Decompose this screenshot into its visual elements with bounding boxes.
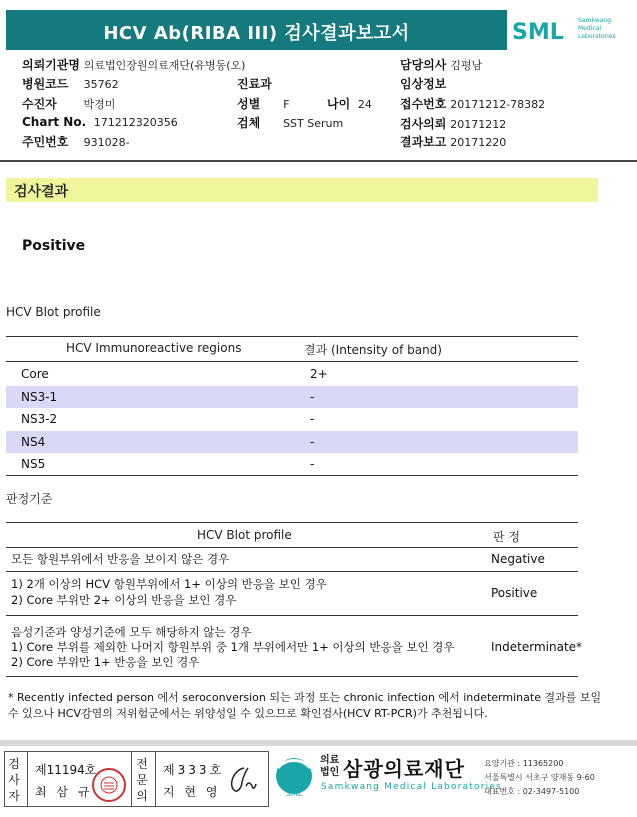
info-age: 나이 24: [327, 97, 372, 111]
org-phone: 대표번호 : 02-3497-5100: [484, 787, 580, 796]
criteria-col-judgement: 판 정: [493, 530, 520, 544]
info-request-date: 검사의뢰 20171212: [400, 117, 507, 131]
info-accession-no: 접수번호 20171212-78382: [400, 97, 546, 111]
signature-icon: [222, 760, 262, 800]
tester-label: 검사자: [8, 757, 20, 803]
criteria-row-rule: [6, 615, 578, 616]
header-divider: [0, 160, 637, 162]
info-hospital-code: 병원코드 35762: [22, 77, 119, 91]
info-patient-name: 수진자 박경미: [22, 97, 116, 111]
blot-profile-label: HCV Blot profile: [6, 305, 101, 319]
blot-region: NS5: [21, 457, 46, 471]
signature-divider: [131, 752, 132, 806]
info-doctor: 담당의사 김평남: [400, 58, 483, 72]
criteria-top-rule: [6, 522, 578, 523]
criteria-negative-judgement: Negative: [491, 552, 545, 566]
info-specimen: 검체 SST Serum: [237, 116, 344, 130]
blot-row-ns4: [6, 431, 578, 453]
org-institution-code: 요양기관 : 11365200: [484, 759, 564, 768]
blot-col-regions: HCV Immunoreactive regions: [66, 341, 242, 355]
blot-region: Core: [21, 367, 49, 381]
org-address: 서울특별시 서초구 양재동 9-60: [484, 773, 595, 782]
svg-text:SML: SML: [285, 789, 303, 798]
blot-row-core: [6, 363, 578, 385]
sml-footer-logo-icon: [272, 754, 316, 800]
info-clinical: 임상정보: [400, 77, 447, 91]
criteria-positive-judgement: Positive: [491, 586, 538, 600]
info-sex: 성별 F: [237, 97, 290, 111]
blot-result: -: [310, 457, 315, 471]
specialist-license: 제333호: [163, 763, 225, 777]
info-institution: 의뢰기관명 의료법인장원의료재단(유병동(오): [22, 58, 246, 72]
criteria-positive-text-2: 2) Core 부위만 2+ 이상의 반응을 보인 경우: [11, 593, 237, 607]
criteria-label: 판정기준: [6, 492, 53, 506]
sml-logo: [512, 14, 637, 50]
blot-table-top-rule: [6, 336, 578, 337]
blot-result: -: [310, 390, 315, 404]
criteria-indeterminate-text-1: 음성기준과 양성기준에 모두 해당하지 않는 경우: [11, 625, 252, 639]
sml-logo-mark: SML: [512, 20, 564, 45]
criteria-indeterminate-judgement: Indeterminate*: [491, 640, 583, 654]
blot-region: NS4: [21, 435, 46, 449]
criteria-header-rule: [6, 547, 578, 548]
criteria-bottom-rule: [6, 676, 578, 677]
sml-logo-text: Samkwang Medical Laboratories: [578, 17, 616, 40]
org-name-english: Samkwang Medical Laboratories: [321, 782, 502, 792]
criteria-negative-text: 모든 항원부위에서 반응을 보이지 않은 경우: [11, 552, 230, 566]
signature-divider: [155, 752, 156, 806]
info-resident-no: 주민번호 931028-: [22, 135, 130, 149]
criteria-row-rule: [6, 571, 578, 572]
report-title: HCV Ab(RIBA III) 검사결과보고서: [103, 23, 410, 44]
info-chart-no: Chart No. 171212320356: [22, 115, 178, 129]
blot-region: NS3-1: [21, 390, 58, 404]
criteria-positive-text-1: 1) 2개 이상의 HCV 항원부위에서 1+ 이상의 반응을 보인 경우: [11, 577, 327, 591]
footnote: * Recently infected person 에서 seroconversion 되는 과정 또는 chronic infection 에서 indeterminate 결과를 보일 수 있으나 HCV감염의 저위험군에서는 위양성일 수 있으므로 확인검사(HCV RT-PCR)가 추천됩니다.: [8, 691, 602, 720]
result-section-band: [6, 178, 598, 202]
signature-divider: [27, 752, 28, 806]
blot-region: NS3-2: [21, 412, 58, 426]
info-department: 진료과: [237, 77, 272, 91]
blot-table-header-rule: [6, 361, 578, 362]
blot-row-ns5: [6, 453, 578, 475]
tester-license: 제11194호: [35, 763, 97, 777]
specialist-name: 지 현 영: [163, 785, 221, 799]
org-type-label: 의료 법인: [320, 755, 340, 778]
report-header-bar: [6, 10, 507, 50]
overall-result: Positive: [22, 238, 86, 254]
criteria-col-profile: HCV Blot profile: [197, 528, 292, 542]
org-name: 삼광의료재단: [343, 757, 465, 781]
criteria-indeterminate-text-3: 2) Core 부위만 1+ 반응을 보인 경우: [11, 655, 200, 669]
footer-divider: [0, 740, 637, 746]
blot-result: 2+: [310, 367, 328, 381]
blot-row-ns3-2: [6, 408, 578, 430]
specialist-label: 전문의: [136, 757, 148, 803]
criteria-indeterminate-text-2: 1) Core 부위를 제외한 나머지 항원부위 중 1개 부위에서만 1+ 이상의 반응을 보인 경우: [11, 640, 455, 654]
seal-stamp-icon: [92, 768, 126, 802]
blot-row-ns3-1: [6, 386, 578, 408]
result-section-title: 검사결과: [14, 184, 69, 200]
tester-name: 최 삼 규: [35, 785, 93, 799]
blot-col-result: 결과 (Intensity of band): [304, 343, 442, 357]
blot-table-bottom-rule: [6, 475, 578, 476]
blot-result: -: [310, 435, 315, 449]
blot-result: -: [310, 412, 315, 426]
info-report-date: 결과보고 20171220: [400, 135, 507, 149]
